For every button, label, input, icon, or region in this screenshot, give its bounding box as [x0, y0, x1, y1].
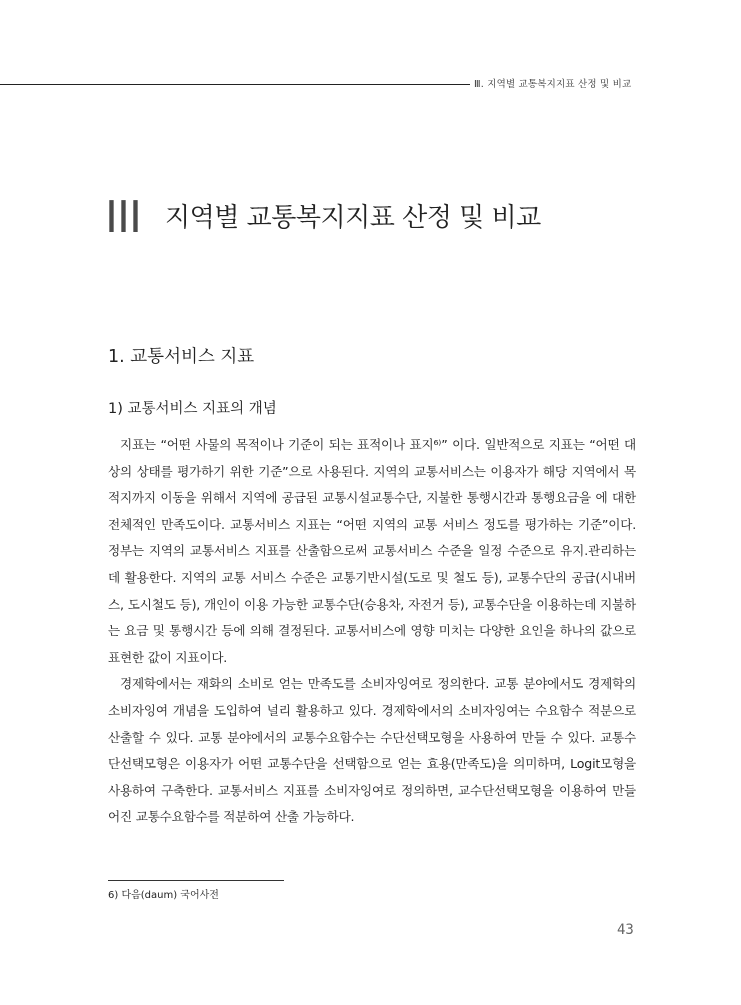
running-header: Ⅲ. 지역별 교통복지지표 산정 및 비교	[474, 79, 632, 90]
header-rule	[0, 84, 470, 85]
chapter-title: 지역별 교통복지지표 산정 및 비교	[165, 203, 541, 233]
paragraph: 경제학에서는 재화의 소비로 얻는 만족도를 소비자잉여로 정의한다. 교통 분야에서도 경제학의 소비자잉여 개념을 도입하여 널리 활용하고 있다. 경제학에서의 소비자잉여는 수요함수 적분으로 산출할 수 있다. 교통 분야에서의 교통수요함수는 수단선택모형을 사용하여 만들 수 있다. 교통수단선택모형은 이용자가 어떤 교통수단을 선택함으로 얻는 효용(만족도)을 의미하며, Logit모형을 사용하여 구축한다. 교통서비스 지표를 소비자잉여로 정의하면, 교수단선택모형을 이용하여 만들어진 교통수요함수를 적분하여 산출 가능하다.	[108, 676, 636, 825]
paragraph: 지표는 “어떤 사물의 목적이나 기준이 되는 표적이나 표지⁶⁾” 이다. 일반적으로 지표는 “어떤 대상의 상태를 평가하기 위한 기준”으로 사용된다. 지역의 교통서비스는 이용자가 해당 지역에서 목적지까지 이동을 위해서 지역에 공급된 교통시설교통수단, 지불한 통행시간과 통행요금을 에 대한 전체적인 만족도이다. 교통서비스 지표는 “어떤 지역의 교통 서비스 정도를 평가하는 기준”이다. 정부는 지역의 교통서비스 지표를 산출함으로써 교통서비스 수준을 일정 수준으로 유지․관리하는데 활용한다. 지역의 교통 서비스 수준은 교통기반시설(도로 및 철도 등), 교통수단의 공급(시내버스, 도시철도 등), 개인이 이용 가능한 교통수단(승용차, 자전거 등), 교통수단을 이용하는데 지불하는 요금 및 통행시간 등에 의해 결정된다. 교통서비스에 영향 미치는 다양한 요인을 하나의 값으로 표현한 값이 지표이다.	[108, 437, 636, 665]
footnote: 6) 다음(daum) 국어사전	[108, 890, 219, 901]
subsection-title: 1) 교통서비스 지표의 개념	[108, 401, 277, 417]
body-text	[108, 432, 636, 831]
chapter-number: III	[105, 192, 141, 243]
page-number: 43	[617, 922, 634, 938]
section-title: 1. 교통서비스 지표	[108, 347, 255, 367]
footnote-rule	[108, 880, 284, 881]
